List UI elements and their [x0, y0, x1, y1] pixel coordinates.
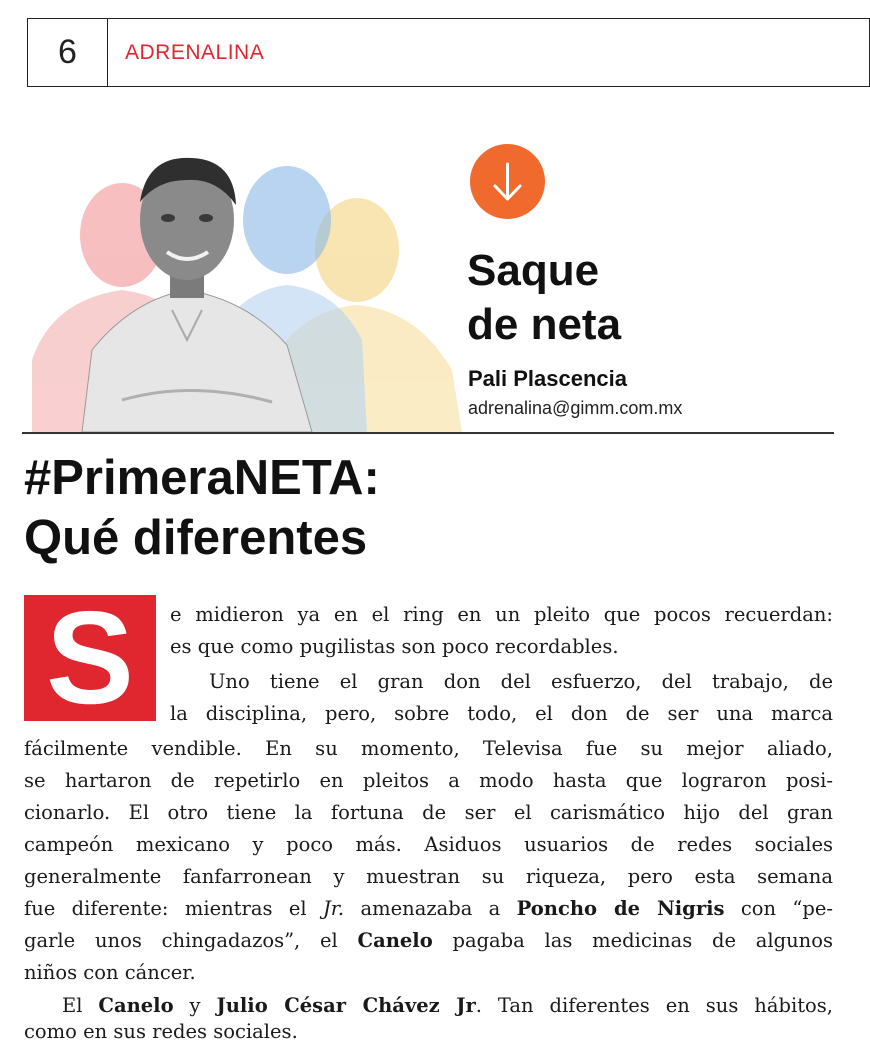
body-text: amenazaba a: [344, 897, 517, 920]
author-name: Pali Plascencia: [468, 366, 627, 391]
body-line: cionarlo. El otro tiene la fortuna de ser el carismático hijo del gran: [24, 801, 833, 824]
arrow-down-icon: [470, 144, 545, 219]
body-line: se hartaron de repetirlo en pleitos a modo hasta que lograron posi-: [24, 769, 833, 792]
page-number: 6: [28, 19, 108, 86]
body-line: [24, 925, 833, 957]
body-line: es que como pugilistas son poco recordables.: [170, 635, 619, 658]
headline: [24, 448, 844, 568]
body-line: [24, 893, 833, 925]
body-italic: Jr.: [322, 897, 345, 920]
body-bold: Poncho de Nigris: [516, 897, 725, 920]
body-bold: Canelo: [357, 929, 433, 952]
body-bold: Julio César Chávez Jr: [216, 994, 476, 1017]
body-line: campeón mexicano y poco más. Asiduos usuarios de redes sociales: [24, 833, 833, 856]
body-line: generalmente fanfarronean y muestran su riqueza, pero esta semana: [24, 865, 833, 888]
body-text: garle unos chingadazos”, el: [24, 929, 358, 952]
body-text: pagaba las medicinas de algunos: [432, 929, 833, 952]
headline-line: Qué diferentes: [24, 511, 368, 565]
body-text: fue diferente: mientras el: [24, 897, 323, 920]
divider: [22, 432, 834, 434]
body-line: e midieron ya en el ring en un pleito que pocos recuerdan:: [170, 603, 833, 626]
body-text: con “pe-: [724, 897, 833, 920]
body-line: Uno tiene el gran don del esfuerzo, del trabajo, de: [209, 670, 833, 693]
body-bold: Canelo: [98, 994, 174, 1017]
body-line: niños con cáncer.: [24, 961, 196, 984]
column-title: Saque de neta: [467, 246, 622, 349]
drop-cap: S: [24, 595, 156, 721]
body-line: la disciplina, pero, sobre todo, el don de ser una marca: [170, 702, 833, 725]
body-text: . Tan diferentes en sus hábitos,: [475, 994, 833, 1017]
body-text: y: [173, 994, 217, 1017]
section-name: ADRENALINA: [125, 40, 265, 64]
page-header: [27, 18, 870, 87]
body-text: El: [62, 994, 99, 1017]
body-line: como en sus redes sociales.: [24, 1020, 298, 1043]
headline-line: #PrimeraNETA:: [24, 451, 380, 505]
author-email: adrenalina@gimm.com.mx: [468, 398, 683, 418]
columnist-photo: [22, 140, 470, 432]
body-line: fácilmente vendible. En su momento, Televisa fue su mejor aliado,: [24, 737, 833, 760]
